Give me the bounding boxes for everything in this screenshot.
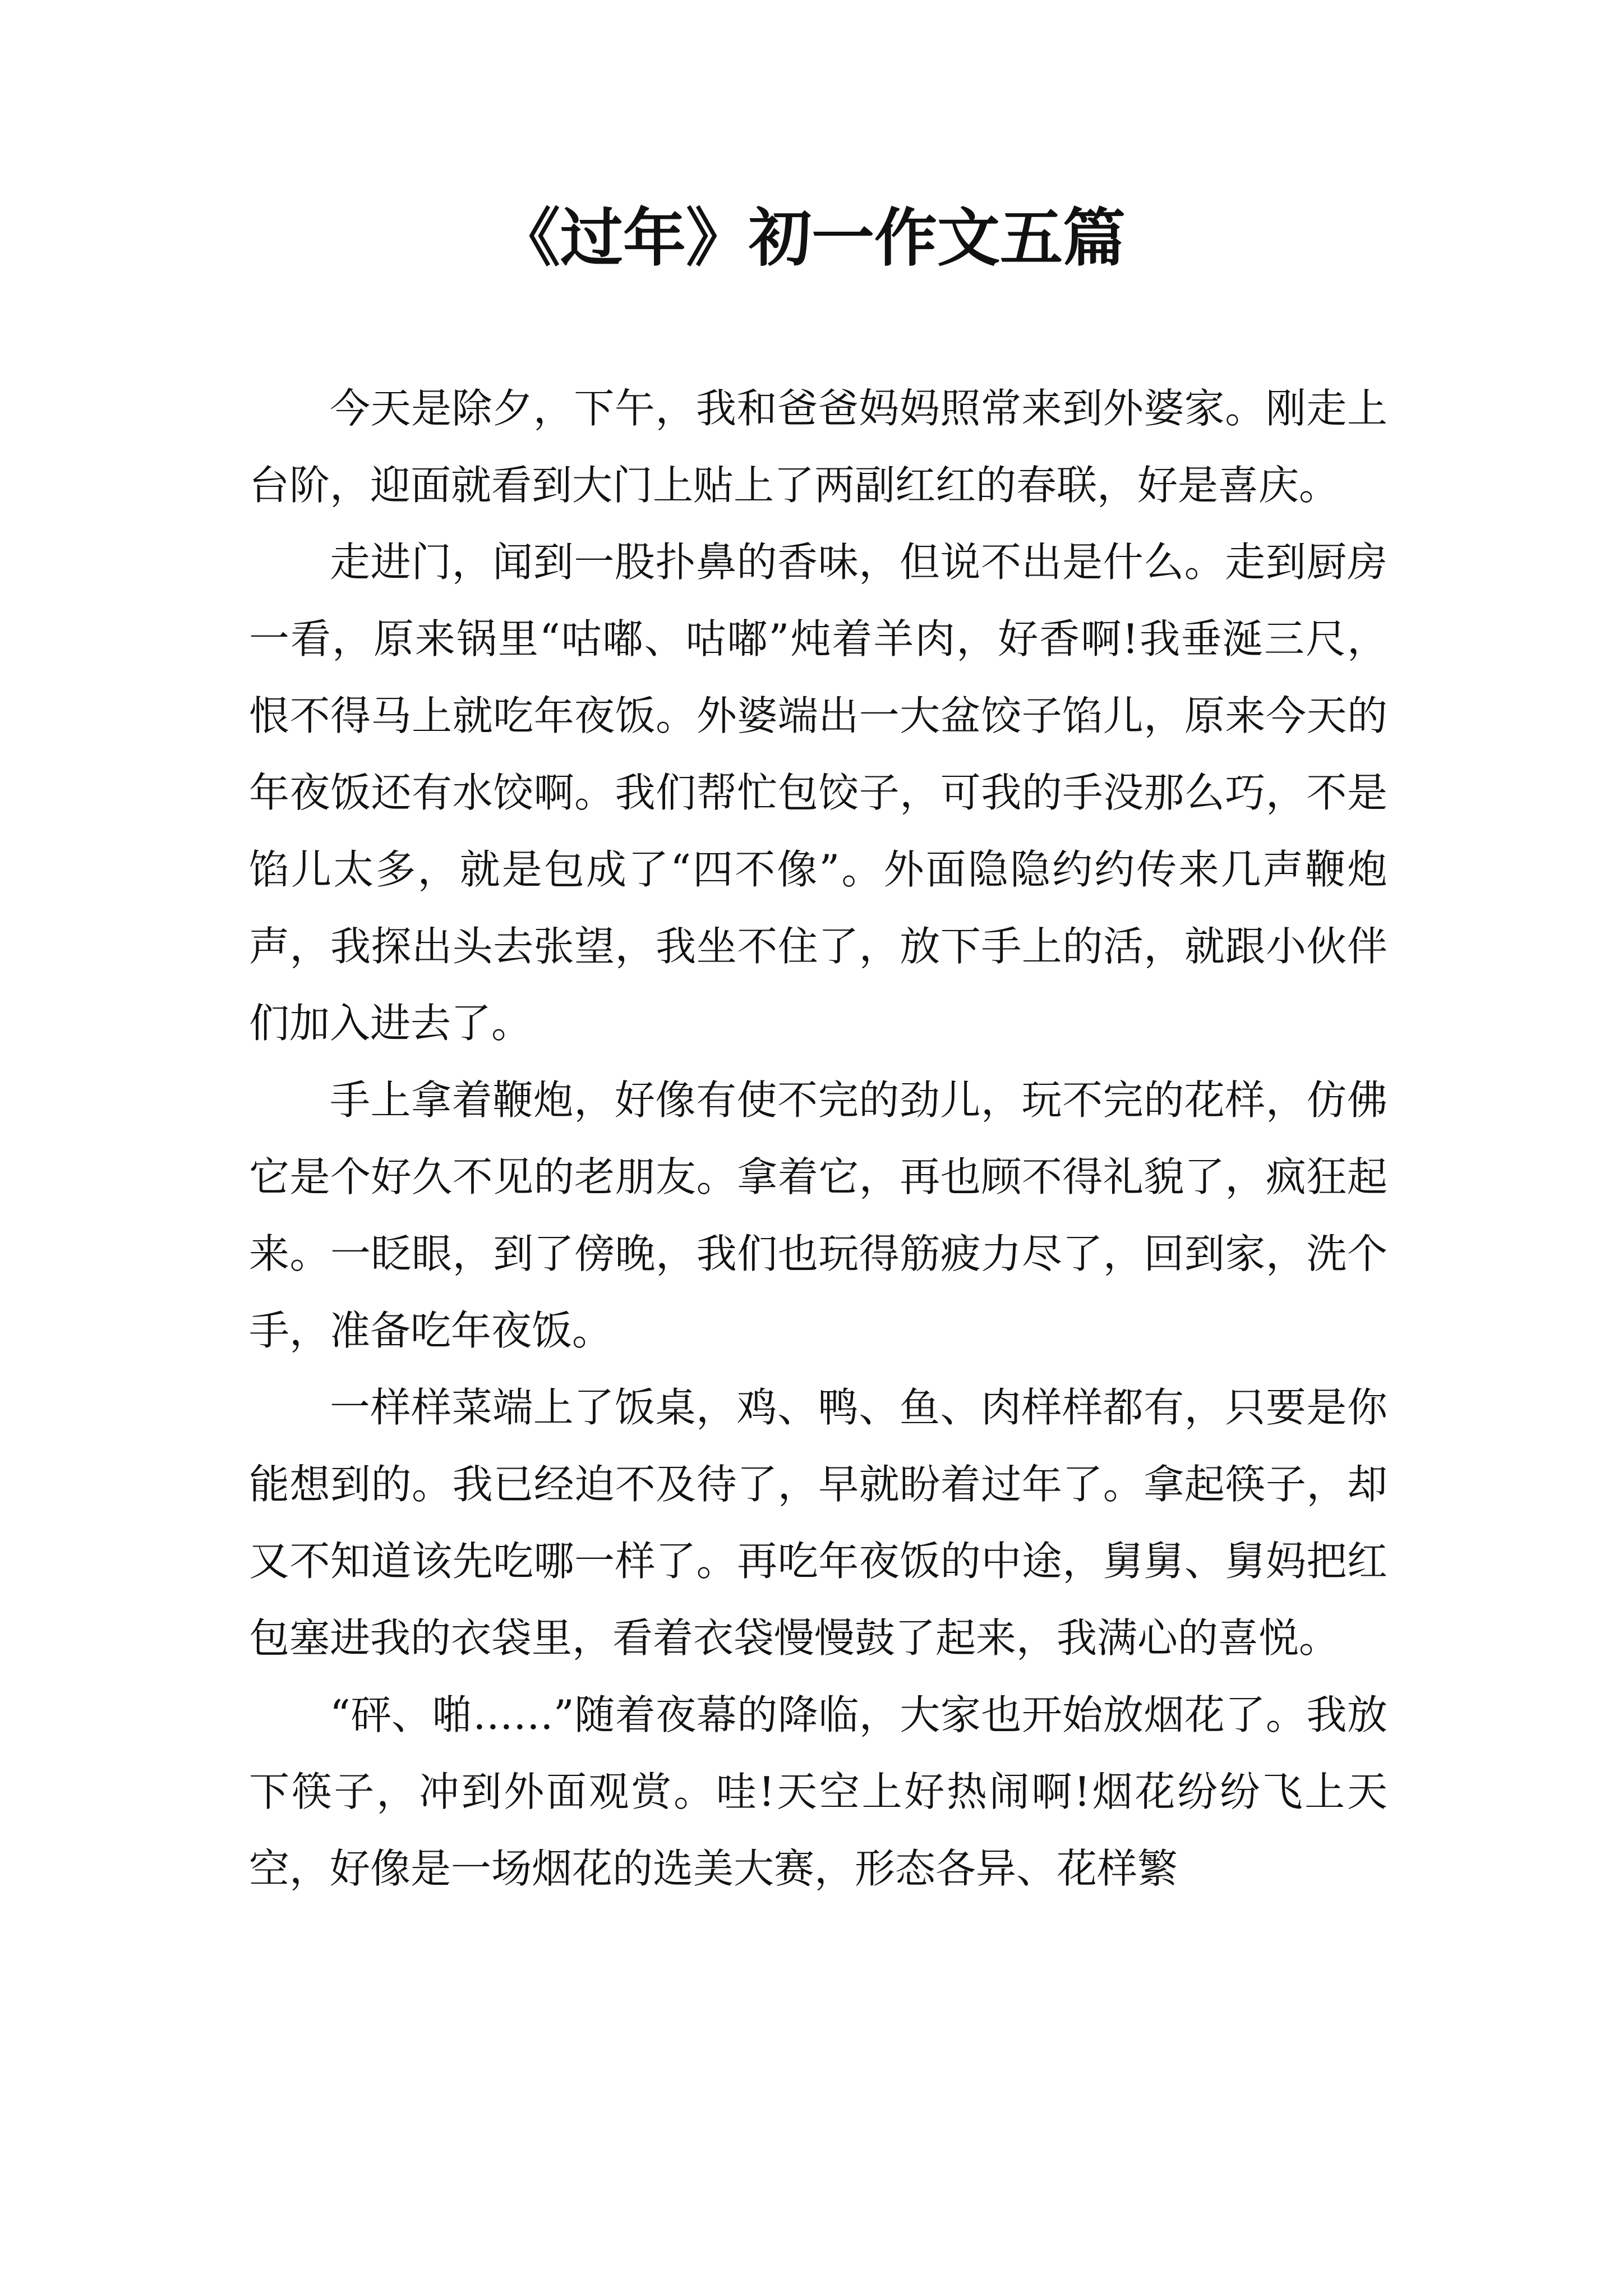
document-body [249, 370, 1387, 1907]
paragraph-2: 走进门，闻到一股扑鼻的香味，但说不出是什么。走到厨房一看，原来锅里“咕嘟、咕嘟”炖着羊肉，好香啊!我垂涎三尺，恨不得马上就吃年夜饭。外婆端出一大盆饺子馅儿，原来今天的年夜饭还有水饺啊。我们帮忙包饺子，可我的手没那么巧，不是馅儿太多，就是包成了“四不像”。外面隐隐约约传来几声鞭炮声，我探出头去张望，我坐不住了，放下手上的活，就跟小伙伴们加入进去了。 [249, 539, 1387, 1047]
paragraph-5: “砰、啪……”随着夜幕的降临，大家也开始放烟花了。我放下筷子，冲到外面观赏。哇!天空上好热闹啊!烟花纷纷飞上天空，好像是一场烟花的选美大赛，形态各异、花样繁 [249, 1691, 1387, 1892]
paragraph-4: 一样样菜端上了饭桌，鸡、鸭、鱼、肉样样都有，只要是你能想到的。我已经迫不及待了，早就盼着过年了。拿起筷子，却又不知道该先吃哪一样了。再吃年夜饭的中途，舅舅、舅妈把红包塞进我的衣袋里，看着衣袋慢慢鼓了起来，我满心的喜悦。 [249, 1384, 1387, 1662]
paragraph-1: 今天是除夕，下午，我和爸爸妈妈照常来到外婆家。刚走上台阶，迎面就看到大门上贴上了两副红红的春联，好是喜庆。 [249, 385, 1387, 509]
paragraph-3: 手上拿着鞭炮，好像有使不完的劲儿，玩不完的花样，仿佛它是个好久不见的老朋友。拿着它，再也顾不得礼貌了，疯狂起来。一眨眼，到了傍晚，我们也玩得筋疲力尽了，回到家，洗个手，准备吃年夜饭。 [249, 1076, 1387, 1354]
document-title: 《过年》初一作文五篇 [497, 201, 1126, 275]
